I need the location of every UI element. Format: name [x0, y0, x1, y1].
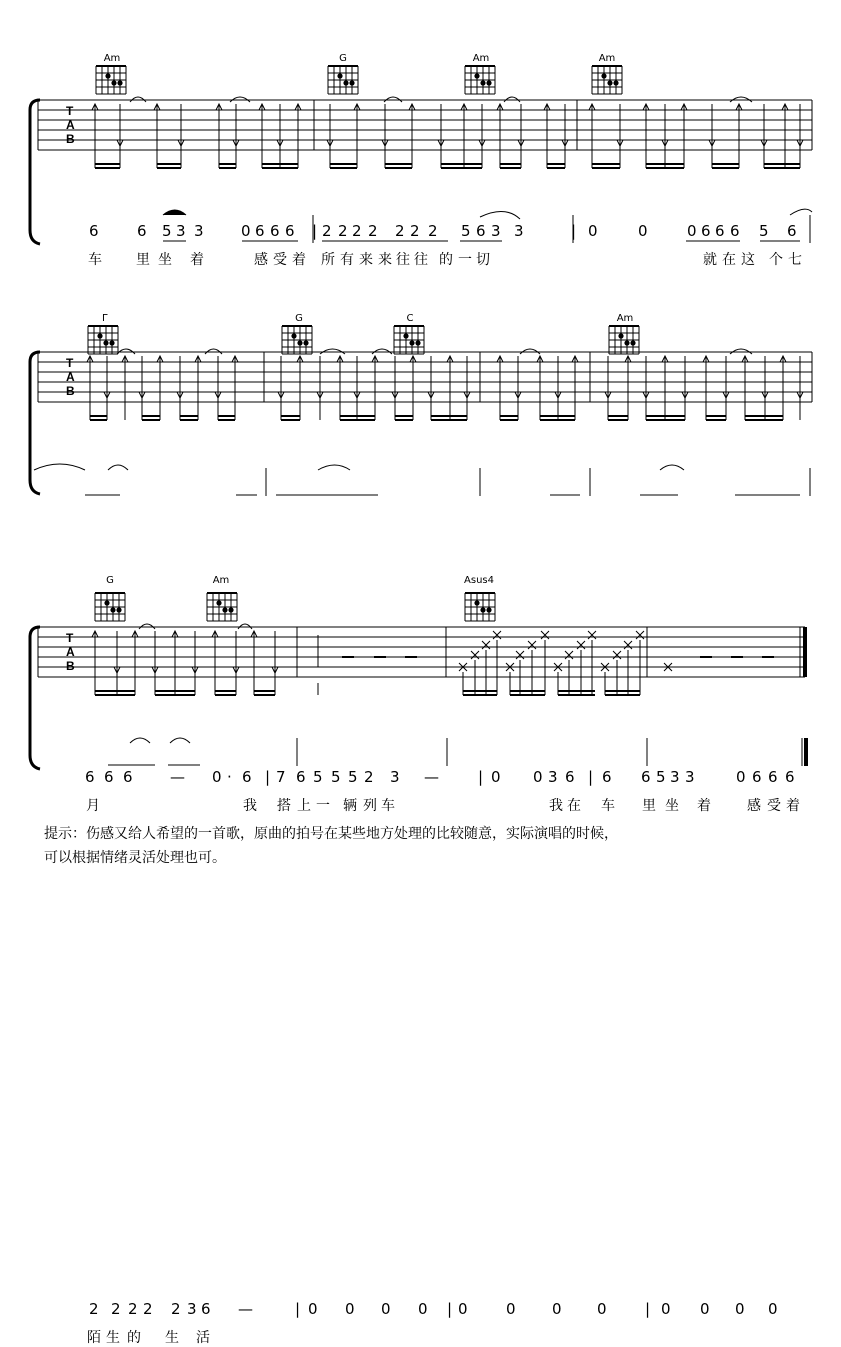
- tab-letter: B: [66, 132, 75, 146]
- jianpu-note: 6: [715, 222, 725, 240]
- jianpu-note: 0: [597, 1300, 607, 1318]
- jianpu-note: 3: [685, 768, 695, 786]
- strum-strokes: [92, 104, 803, 168]
- mute-x: [471, 651, 479, 659]
- mute-x: [577, 641, 585, 649]
- chord-name: G: [339, 53, 347, 64]
- chord-name: Am: [616, 313, 634, 324]
- jianpu-note: 3: [187, 1300, 197, 1318]
- lyric-char: 车: [381, 798, 395, 814]
- jianpu-note: 6: [752, 768, 762, 786]
- lyric-char: 辆: [343, 798, 357, 814]
- jianpu-note: 3: [194, 222, 204, 240]
- jianpu-note: 3: [176, 222, 186, 240]
- jianpu-note: 6: [296, 768, 306, 786]
- tab-system-1: [0, 0, 841, 280]
- lyric-char: 车: [88, 252, 102, 268]
- jianpu-note: 6: [255, 222, 265, 240]
- mute-x: [516, 651, 524, 659]
- lyric-char: 感: [254, 252, 268, 268]
- jianpu-note: 2: [143, 1300, 153, 1318]
- lyric-char: 着: [190, 252, 204, 268]
- jianpu-note: 6: [285, 222, 295, 240]
- jianpu-note: —: [424, 768, 439, 786]
- jianpu-note: —: [238, 1300, 253, 1318]
- jianpu-note: 0: [491, 768, 501, 786]
- chord-name: Am: [212, 575, 230, 586]
- lyric-char: 这: [741, 252, 755, 268]
- jianpu-note: 6: [242, 768, 252, 786]
- chord-name: Am: [103, 53, 121, 64]
- jianpu-note: 2: [395, 222, 405, 240]
- jianpu-note: |: [312, 222, 318, 240]
- lyric-char: 我: [243, 798, 257, 814]
- chord-name: C: [406, 313, 414, 324]
- chord-name: Am: [598, 53, 616, 64]
- jianpu-note: 0: [638, 222, 648, 240]
- chord-diagram: [465, 66, 495, 94]
- jianpu-note: 2: [410, 222, 420, 240]
- jianpu-note: 2: [338, 222, 348, 240]
- jianpu-note: 3: [514, 222, 524, 240]
- tip-line-2: 可以根据情绪灵活处理也可。: [44, 850, 226, 866]
- chord-diagram: [96, 66, 126, 94]
- jianpu-note: 5: [313, 768, 323, 786]
- mute-x: [528, 641, 536, 649]
- jianpu-note: 3: [548, 768, 558, 786]
- tab-staff-3: [0, 555, 841, 805]
- jianpu-note: 6: [123, 768, 133, 786]
- lyric-char: 坐: [665, 798, 679, 814]
- tab-letter: T: [66, 356, 74, 370]
- jianpu-note: 0: [687, 222, 697, 240]
- jianpu-note: 0: [212, 768, 222, 786]
- mute-x: [565, 651, 573, 659]
- chord-diagram: [282, 326, 312, 354]
- jianpu-note: |: [295, 1300, 301, 1318]
- jianpu-note: 6: [730, 222, 740, 240]
- jianpu-note: 2: [89, 1300, 99, 1318]
- jianpu-note: 2: [322, 222, 332, 240]
- lyric-char: 在: [722, 252, 736, 268]
- jianpu-note: 0: [735, 1300, 745, 1318]
- chord-name: Asus4: [464, 575, 494, 586]
- lyric-char: 搭: [277, 798, 291, 814]
- jianpu-note: 0: [768, 1300, 778, 1318]
- chord-diagram: [394, 326, 424, 354]
- chord-diagram: [95, 593, 125, 621]
- jianpu-note: 7: [276, 768, 286, 786]
- jianpu-note: 0: [308, 1300, 318, 1318]
- lyric-char: 活: [196, 1330, 210, 1346]
- jianpu-note: 5: [348, 768, 358, 786]
- lyric-char: 一: [458, 252, 472, 268]
- lyric-char: 坐: [158, 252, 172, 268]
- mute-x: [482, 641, 490, 649]
- chord-diagram: [465, 593, 495, 621]
- jianpu-note: 0: [588, 222, 598, 240]
- jianpu-note: 2: [111, 1300, 121, 1318]
- tab-letter: T: [66, 104, 74, 118]
- tab-staff-2: [0, 290, 841, 550]
- lyric-char: 所: [321, 252, 335, 268]
- jianpu-note: 0: [700, 1300, 710, 1318]
- tab-letter: A: [66, 370, 75, 384]
- chord-diagrams: [96, 66, 622, 94]
- jianpu-note: 2: [364, 768, 374, 786]
- jianpu-note: 6: [89, 222, 99, 240]
- jianpu-note: 5: [331, 768, 341, 786]
- mute-x: [613, 651, 621, 659]
- chord-name: Г: [101, 313, 109, 324]
- jianpu-note: ·: [227, 768, 232, 786]
- jianpu-note: 2: [368, 222, 378, 240]
- chord-name: G: [106, 575, 114, 586]
- jianpu-note: 0: [533, 768, 543, 786]
- jianpu-note: 6: [768, 768, 778, 786]
- jianpu-note: 6: [201, 1300, 211, 1318]
- chord-diagram: [609, 326, 639, 354]
- lyric-char: 生: [165, 1330, 179, 1346]
- mute-x: [636, 631, 644, 639]
- lyric-char: 往: [414, 252, 428, 268]
- jianpu-note: —: [170, 768, 185, 786]
- lyric-char: 往: [396, 252, 410, 268]
- jianpu-note: 5: [162, 222, 172, 240]
- rhythm-beams: [95, 164, 800, 168]
- jianpu-note: 5: [461, 222, 471, 240]
- jianpu-note: 6: [701, 222, 711, 240]
- jianpu-note: 6: [85, 768, 95, 786]
- lyric-char: 陌: [87, 1330, 101, 1346]
- jianpu-note: 6: [785, 768, 795, 786]
- lyric-char: 里: [642, 798, 656, 814]
- tab-letter: A: [66, 118, 75, 132]
- jianpu-note: 0: [736, 768, 746, 786]
- chord-diagram: [592, 66, 622, 94]
- lyric-char: 的: [439, 252, 453, 268]
- lyric-char: 我: [549, 798, 563, 814]
- jianpu-note: |: [478, 768, 484, 786]
- chord-diagram: [328, 66, 358, 94]
- jianpu-note: |: [265, 768, 271, 786]
- lyric-char: 一: [316, 798, 330, 814]
- jianpu-note: 2: [171, 1300, 181, 1318]
- lyric-char: 着: [292, 252, 306, 268]
- lyric-char: 来: [359, 252, 373, 268]
- chord-diagram: [207, 593, 237, 621]
- jianpu-note: 0: [345, 1300, 355, 1318]
- lyric-char: 就: [703, 252, 717, 268]
- jianpu-note: 0: [418, 1300, 428, 1318]
- chord-name: G: [295, 313, 303, 324]
- jianpu-note: 3: [390, 768, 400, 786]
- lyric-char: 列: [363, 798, 377, 814]
- mute-x: [588, 631, 596, 639]
- mute-x: [624, 641, 632, 649]
- jianpu-note: 2: [128, 1300, 138, 1318]
- jianpu-note: 0: [506, 1300, 516, 1318]
- mute-x: [541, 631, 549, 639]
- jianpu-note: 2: [428, 222, 438, 240]
- jianpu-note: 6: [565, 768, 575, 786]
- lyric-char: 生: [106, 1330, 120, 1346]
- tip-note: [44, 822, 814, 870]
- jianpu-note: 0: [241, 222, 251, 240]
- jianpu-note: 0: [552, 1300, 562, 1318]
- jianpu-note: |: [645, 1300, 651, 1318]
- jianpu-note: 6: [270, 222, 280, 240]
- lyric-char: 切: [476, 252, 490, 268]
- lyric-char: 着: [786, 798, 800, 814]
- jianpu-note: 3: [491, 222, 501, 240]
- jianpu-note: 6: [787, 222, 797, 240]
- lyric-char: 七: [788, 252, 802, 268]
- jianpu-note: 0: [381, 1300, 391, 1318]
- lyric-char: 着: [697, 798, 711, 814]
- jianpu-note: 2: [352, 222, 362, 240]
- mute-x: [493, 631, 501, 639]
- tab-letter: A: [66, 645, 75, 659]
- lyric-char: 车: [601, 798, 615, 814]
- jianpu-note: 5: [656, 768, 666, 786]
- jianpu-note: |: [447, 1300, 453, 1318]
- jianpu-note: 6: [641, 768, 651, 786]
- lyric-char: 在: [567, 798, 581, 814]
- lyric-char: 受: [767, 798, 781, 814]
- jianpu-note: 6: [602, 768, 612, 786]
- tab-letter: B: [66, 659, 75, 673]
- jianpu-note: 0: [458, 1300, 468, 1318]
- lyric-char: 感: [747, 798, 761, 814]
- jianpu-note: 6: [104, 768, 114, 786]
- lyric-char: 上: [297, 798, 311, 814]
- jianpu-note: 6: [137, 222, 147, 240]
- lyric-char: 来: [378, 252, 392, 268]
- jianpu-note: |: [588, 768, 594, 786]
- chord-diagram: [88, 326, 118, 354]
- lyric-char: 个: [769, 252, 783, 268]
- tab-letter: B: [66, 384, 75, 398]
- tab-letter: T: [66, 631, 74, 645]
- jianpu-note: 0: [661, 1300, 671, 1318]
- lyric-char: 月: [86, 798, 100, 814]
- chord-name: Am: [472, 53, 490, 64]
- lyric-char: 受: [273, 252, 287, 268]
- lyric-char: 有: [340, 252, 354, 268]
- lyric-char: 的: [127, 1330, 141, 1346]
- lyric-char: 里: [136, 252, 150, 268]
- jianpu-note: 3: [670, 768, 680, 786]
- jianpu-note: |: [571, 222, 577, 240]
- jianpu-note: 6: [476, 222, 486, 240]
- jianpu-note: 5: [759, 222, 769, 240]
- tip-line-1: 提示：伤感又给人希望的一首歌，原曲的拍号在某些地方处理的比较随意，实际演唱的时候，: [44, 826, 618, 842]
